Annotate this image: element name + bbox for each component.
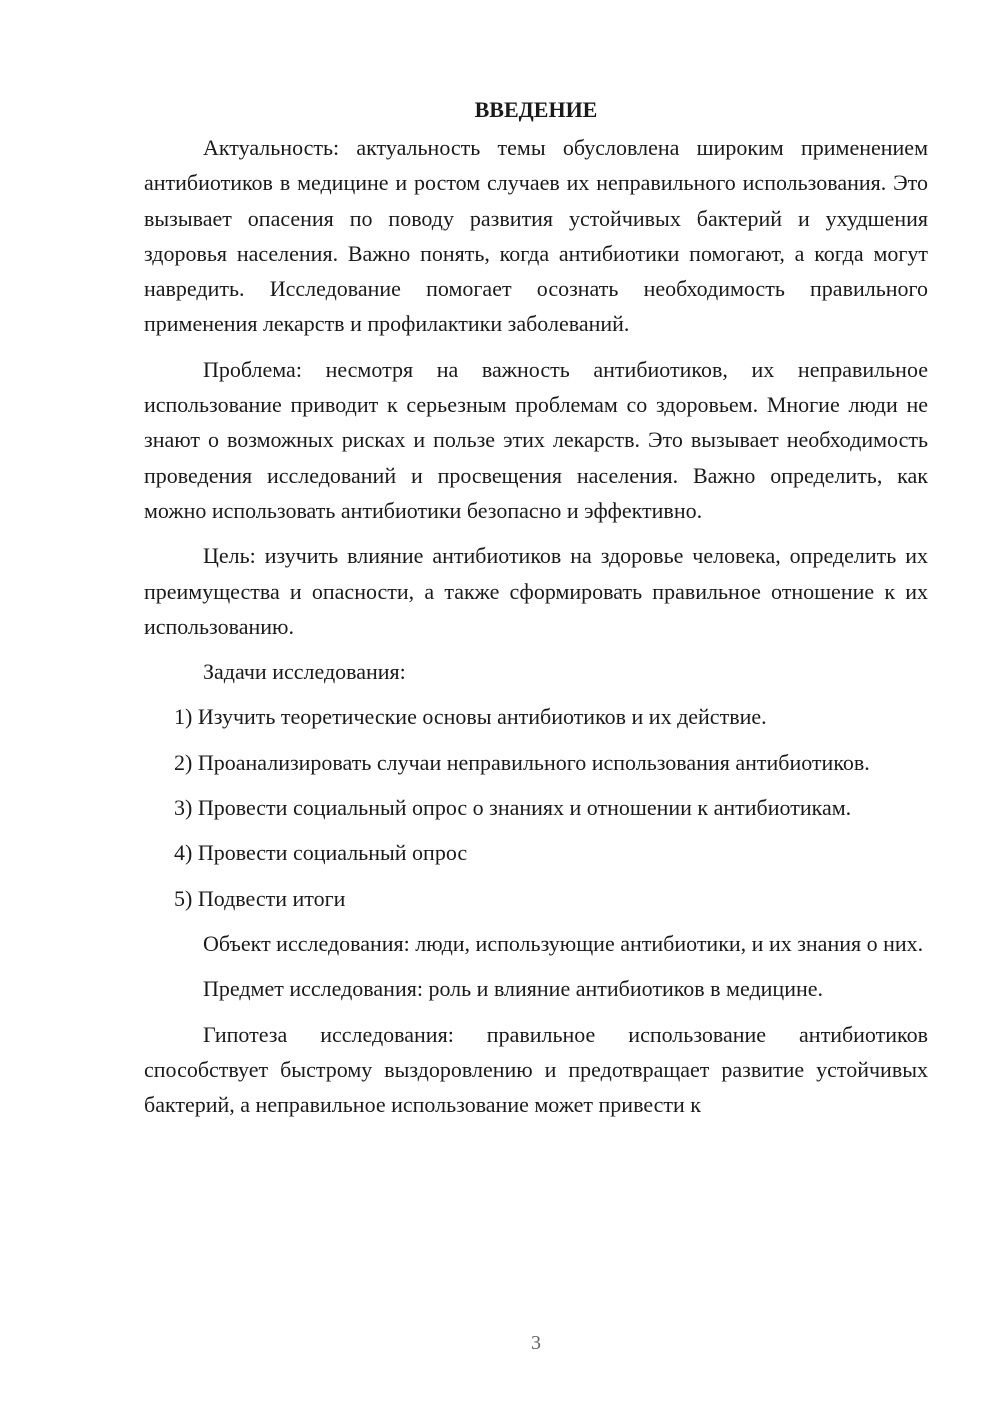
task-item-5: 5) Подвести итоги [174, 885, 346, 911]
task-item-1: 1) Изучить теоретические основы антибиотиков и их действие. [174, 704, 767, 730]
task-item-4: 4) Провести социальный опрос [174, 840, 468, 866]
paragraph-object: Объект исследования: люди, использующие антибиотики, и их знания о них. [203, 930, 924, 956]
task-item-2: 2) Проанализировать случаи неправильного использования антибиотиков. [174, 749, 870, 775]
page-number: 3 [531, 1332, 541, 1354]
paragraph-problem: Проблема: несмотря на важность антибиотиков, их неправильное использование приводит к серьезным проблемам со здоровьем. Многие люди не знают о возможных рисках и пользе этих лекарств. Это вызывает необходимость проведения исследований и просвещения населения. Важно определить, как можно использовать антибиотики безопасно и эффективно. [144, 356, 928, 523]
paragraph-goal: Цель: изучить влияние антибиотиков на здоровье человека, определить их преимущества и опасности, а также сформировать правильное отношение к их использованию. [144, 543, 928, 639]
paragraph-relevance: Актуальность: актуальность темы обусловлена широким применением антибиотиков в медицине и ростом случаев их неправильного использования. Это вызывает опасения по поводу развития устойчивых бактерий и ухудшения здоровья населения. Важно понять, когда антибиотики помогают, а когда могут навредить. Исследование помогает осознать необходимость правильного применения лекарств и профилактики заболеваний. [144, 135, 928, 337]
page-title: ВВЕДЕНИЕ [474, 97, 598, 122]
document-page [144, 92, 928, 1132]
task-item-3: 3) Провести социальный опрос о знаниях и отношении к антибиотикам. [174, 795, 852, 821]
tasks-heading: Задачи исследования: [203, 659, 406, 685]
paragraph-hypothesis: Гипотеза исследования: правильное использование антибиотиков способствует быстрому выздоровлению и предотвращает развитие устойчивых бактерий, а неправильное использование может привести к [144, 1021, 928, 1118]
paragraph-subject: Предмет исследования: роль и влияние антибиотиков в медицине. [203, 976, 824, 1002]
